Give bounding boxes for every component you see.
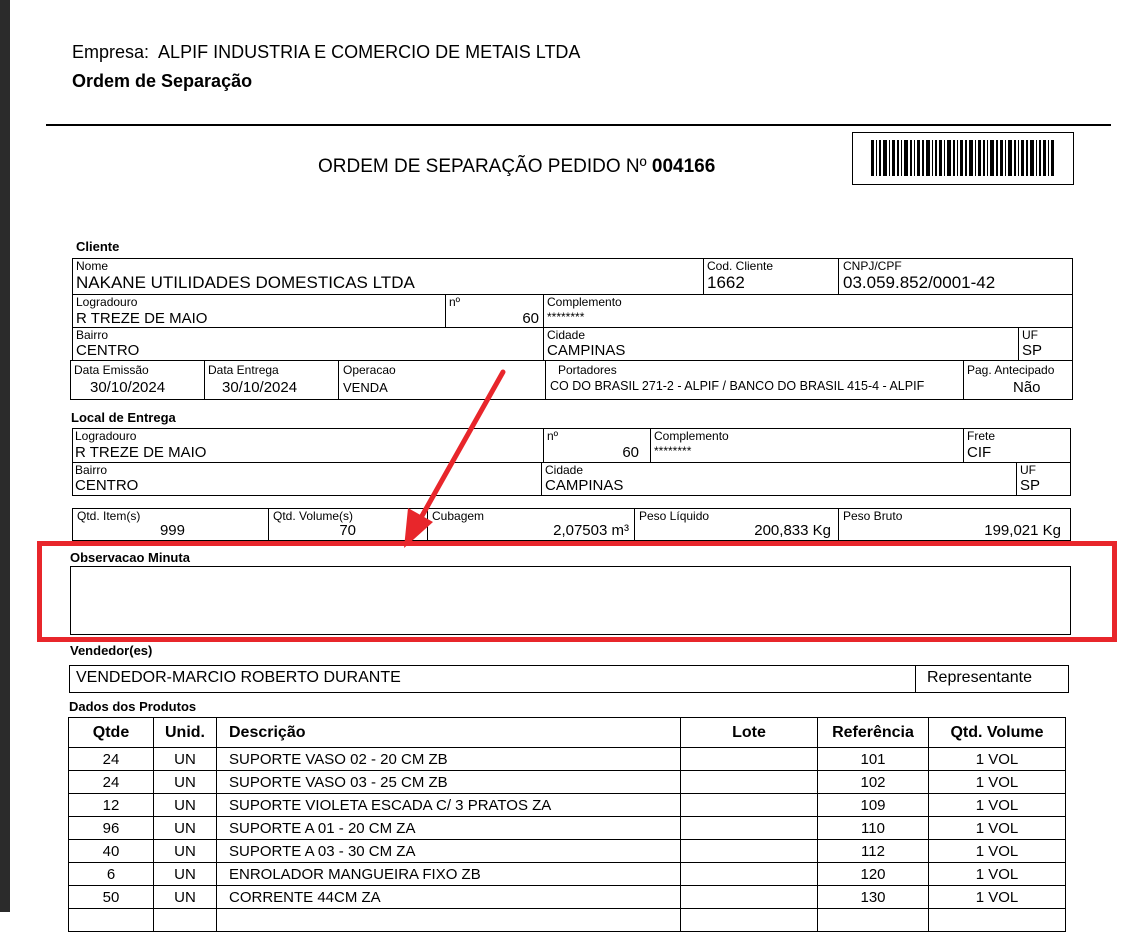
observacao-section-title: Observacao Minuta <box>70 550 190 565</box>
qtd-volumes-label: Qtd. Volume(s) <box>273 509 354 523</box>
cell-referencia: 120 <box>818 863 929 886</box>
cod-cliente: 1662 <box>707 273 745 292</box>
cell-referencia: 109 <box>818 794 929 817</box>
cell-descricao: ENROLADOR MANGUEIRA FIXO ZB <box>217 863 681 886</box>
logradouro-label: Logradouro <box>76 295 138 309</box>
entrega-logradouro: R TREZE DE MAIO <box>75 444 207 461</box>
vendedor-tipo: Representante <box>927 669 1032 686</box>
cell-unid: UN <box>154 794 217 817</box>
operacao-label: Operacao <box>343 363 396 377</box>
peso-liquido: 200,833 Kg <box>754 522 831 539</box>
cell-qtde: 96 <box>69 817 154 840</box>
entrega-complemento-label: Complemento <box>654 429 729 443</box>
peso-bruto: 199,021 Kg <box>984 522 1061 539</box>
cell-qtde: 6 <box>69 863 154 886</box>
order-title-text: ORDEM DE SEPARAÇÃO PEDIDO Nº <box>318 156 647 177</box>
col-lote: Lote <box>681 718 818 748</box>
cell-qtde: 40 <box>69 840 154 863</box>
peso-liquido-label: Peso Líquido <box>639 509 710 523</box>
operacao: VENDA <box>343 380 388 395</box>
cliente-uf: SP <box>1022 342 1043 359</box>
uf-label: UF <box>1022 328 1038 342</box>
qtd-volumes: 70 <box>339 522 356 539</box>
cell-unid: UN <box>154 863 217 886</box>
frete: CIF <box>967 444 992 461</box>
frete-label: Frete <box>967 429 996 443</box>
cell-qtd-volume: 1 VOL <box>929 817 1066 840</box>
cnpj-label: CNPJ/CPF <box>843 259 902 273</box>
emissao-label: Data Emissão <box>74 363 149 377</box>
cell-qtd-volume: 1 VOL <box>929 863 1066 886</box>
cell-qtde: 12 <box>69 794 154 817</box>
cell-qtde: 24 <box>69 748 154 771</box>
cell-referencia: 130 <box>818 886 929 909</box>
cell-unid: UN <box>154 771 217 794</box>
cidade-label: Cidade <box>547 328 586 342</box>
cliente-cidade: CAMPINAS <box>547 342 626 359</box>
company-label: Empresa: <box>72 42 150 62</box>
qtd-itens: 999 <box>159 522 185 539</box>
data-entrega: 30/10/2024 <box>222 379 298 396</box>
pag-antecipado-label: Pag. Antecipado <box>967 363 1055 377</box>
cell-unid: UN <box>154 817 217 840</box>
cell-unid: UN <box>154 840 217 863</box>
entrega-cidade: CAMPINAS <box>545 477 624 494</box>
complemento-label: Complemento <box>547 295 622 309</box>
cell-unid: UN <box>154 748 217 771</box>
entrega-label: Data Entrega <box>208 363 279 377</box>
entrega-section-title: Local de Entrega <box>71 410 176 425</box>
document-subtitle: Ordem de Separação <box>72 71 253 91</box>
col-descricao: Descrição <box>217 718 681 748</box>
cell-referencia: 112 <box>818 840 929 863</box>
pag-antecipado: Não <box>1013 379 1041 396</box>
cliente-section-title: Cliente <box>76 239 120 254</box>
cubagem: 2,07503 m³ <box>553 522 629 539</box>
cell-qtde: 50 <box>69 886 154 909</box>
cliente-bairro: CENTRO <box>76 342 140 359</box>
company-name: ALPIF INDUSTRIA E COMERCIO DE METAIS LTDA <box>158 42 581 62</box>
entrega-bairro: CENTRO <box>75 477 139 494</box>
entrega-uf-label: UF <box>1020 463 1036 477</box>
entrega-logradouro-label: Logradouro <box>75 429 137 443</box>
cell-descricao: SUPORTE VASO 03 - 25 CM ZB <box>217 771 681 794</box>
vendedores-section-title: Vendedor(es) <box>70 643 153 658</box>
cell-qtde: 24 <box>69 771 154 794</box>
cubagem-label: Cubagem <box>432 509 485 523</box>
cell-referencia: 101 <box>818 748 929 771</box>
col-referencia: Referência <box>818 718 929 748</box>
entrega-cidade-label: Cidade <box>545 463 584 477</box>
entrega-numero: 60 <box>622 444 639 461</box>
cell-descricao: SUPORTE VASO 02 - 20 CM ZB <box>217 748 681 771</box>
cod-cliente-label: Cod. Cliente <box>707 259 774 273</box>
entrega-complemento: ******** <box>654 444 692 458</box>
cell-unid: UN <box>154 886 217 909</box>
cell-descricao: SUPORTE A 03 - 30 CM ZA <box>217 840 681 863</box>
qtd-itens-label: Qtd. Item(s) <box>77 509 141 523</box>
cell-qtd-volume: 1 VOL <box>929 886 1066 909</box>
order-number: 004166 <box>651 156 716 177</box>
numero-label: nº <box>449 295 461 309</box>
cliente-nome: NAKANE UTILIDADES DOMESTICAS LTDA <box>76 273 415 292</box>
produtos-section-title: Dados dos Produtos <box>69 699 197 714</box>
entrega-bairro-label: Bairro <box>75 463 108 477</box>
entrega-uf: SP <box>1020 477 1041 494</box>
col-qtde: Qtde <box>69 718 154 748</box>
cell-descricao: SUPORTE A 01 - 20 CM ZA <box>217 817 681 840</box>
cell-qtd-volume: 1 VOL <box>929 840 1066 863</box>
col-qtd-volume: Qtd. Volume <box>929 718 1066 748</box>
col-unid: Unid. <box>154 718 217 748</box>
peso-bruto-label: Peso Bruto <box>843 509 903 523</box>
cnpj: 03.059.852/0001-42 <box>843 273 996 292</box>
vendedor-nome: VENDEDOR-MARCIO ROBERTO DURANTE <box>76 669 401 686</box>
portadores: CO DO BRASIL 271-2 - ALPIF / BANCO DO BRASIL 415-4 - ALPIF <box>550 379 925 393</box>
portadores-label: Portadores <box>558 363 617 377</box>
cliente-numero: 60 <box>522 310 539 327</box>
cell-referencia: 102 <box>818 771 929 794</box>
cliente-logradouro: R TREZE DE MAIO <box>76 310 208 327</box>
cell-descricao: CORRENTE 44CM ZA <box>217 886 681 909</box>
nome-label: Nome <box>76 259 109 273</box>
entrega-numero-label: nº <box>547 429 559 443</box>
cell-descricao: SUPORTE VIOLETA ESCADA C/ 3 PRATOS ZA <box>217 794 681 817</box>
cell-qtd-volume: 1 VOL <box>929 794 1066 817</box>
cliente-complemento: ******** <box>547 310 585 324</box>
bairro-label: Bairro <box>76 328 109 342</box>
data-emissao: 30/10/2024 <box>90 379 166 396</box>
cell-qtd-volume: 1 VOL <box>929 771 1066 794</box>
cell-qtd-volume: 1 VOL <box>929 748 1066 771</box>
cell-referencia: 110 <box>818 817 929 840</box>
